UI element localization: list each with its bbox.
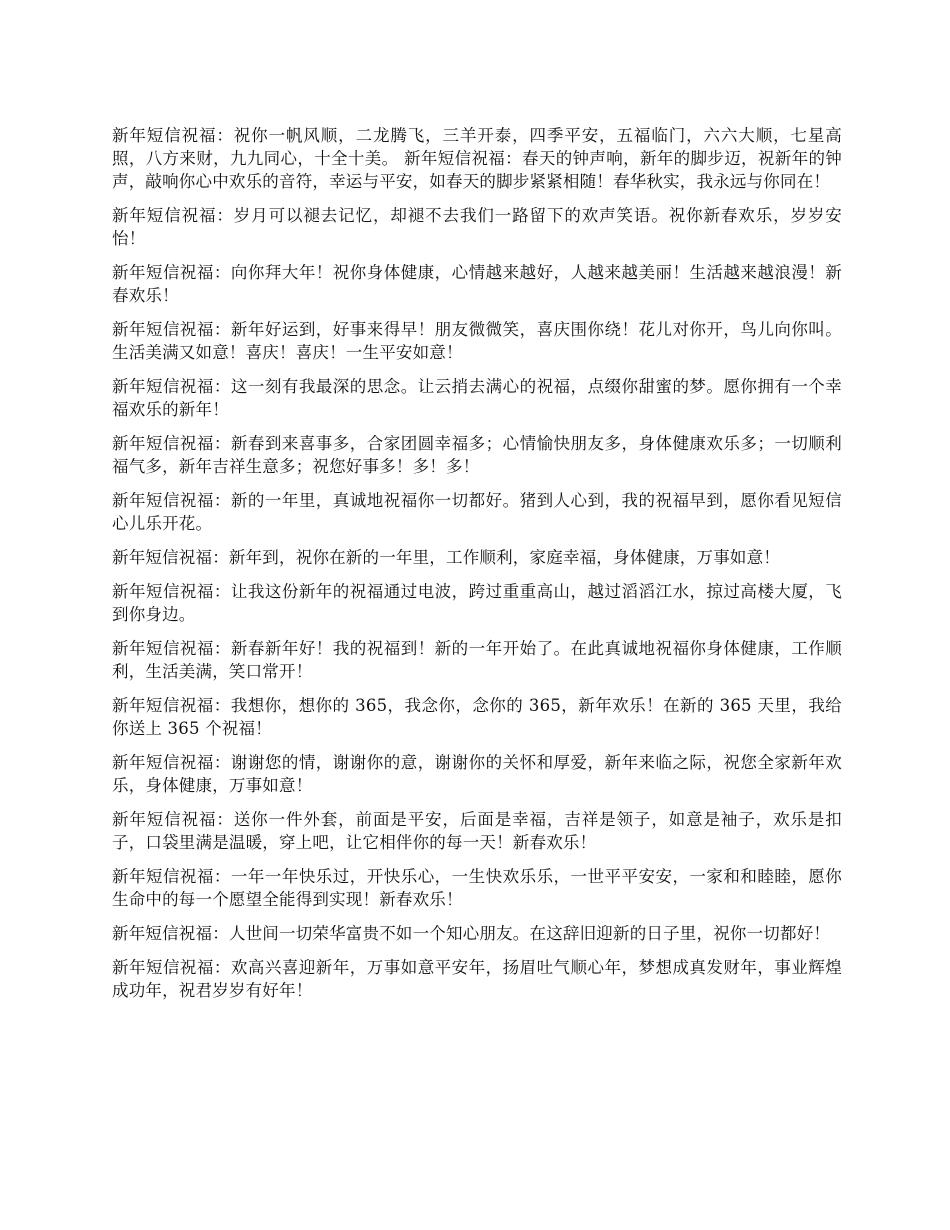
paragraph: 新年短信祝福：新春新年好！我的祝福到！新的一年开始了。在此真诚地祝福你身体健康，工作顺利，生活美满，笑口常开！ (112, 639, 842, 681)
paragraph: 新年短信祝福：让我这份新年的祝福通过电波，跨过重重高山，越过滔滔江水，掠过高楼大厦，飞到你身边。 (112, 582, 842, 624)
paragraph: 新年短信祝福：新年好运到，好事来得早！朋友微微笑，喜庆围你绕！花儿对你开，鸟儿向你叫。生活美满又如意！喜庆！喜庆！一生平安如意！ (112, 320, 842, 362)
paragraph: 新年短信祝福：向你拜大年！祝你身体健康，心情越来越好，人越来越美丽！生活越来越浪漫！新春欢乐！ (112, 263, 842, 305)
document-body (112, 124, 842, 1013)
paragraph: 新年短信祝福：新的一年里，真诚地祝福你一切都好。猪到人心到，我的祝福早到，愿你看见短信心儿乐开花。 (112, 491, 842, 533)
paragraph: 新年短信祝福：新年到，祝你在新的一年里，工作顺利，家庭幸福，身体健康，万事如意！ (112, 548, 780, 567)
paragraph: 新年短信祝福：岁月可以褪去记忆，却褪不去我们一路留下的欢声笑语。祝你新春欢乐，岁岁安怡！ (112, 206, 842, 248)
paragraph: 新年短信祝福：送你一件外套，前面是平安，后面是幸福，吉祥是领子，如意是袖子，欢乐是扣子，口袋里满是温暖，穿上吧，让它相伴你的每一天！新春欢乐！ (112, 810, 842, 852)
paragraph: 新年短信祝福：一年一年快乐过，开快乐心，一生快欢乐乐，一世平平安安，一家和和睦睦，愿你生命中的每一个愿望全能得到实现！新春欢乐！ (112, 867, 842, 909)
paragraph: 新年短信祝福：谢谢您的情，谢谢你的意，谢谢你的关怀和厚爱，新年来临之际，祝您全家新年欢乐，身体健康，万事如意！ (112, 753, 842, 795)
paragraph: 新年短信祝福：祝你一帆风顺，二龙腾飞，三羊开泰，四季平安，五福临门，六六大顺，七星高照，八方来财，九九同心，十全十美。 新年短信祝福：春天的钟声响，新年的脚步迈，祝新年的钟声，敲响你心中欢乐的音符，幸运与平安，如春天的脚步紧紧相随！春华秋实，我永远与你同在！ (112, 126, 842, 191)
paragraph: 新年短信祝福：新春到来喜事多，合家团圆幸福多；心情愉快朋友多，身体健康欢乐多；一切顺利福气多，新年吉祥生意多；祝您好事多！多！多！ (112, 434, 842, 476)
paragraph: 新年短信祝福：人世间一切荣华富贵不如一个知心朋友。在这辞旧迎新的日子里，祝你一切都好！ (112, 924, 831, 943)
paragraph: 新年短信祝福：我想你，想你的 365，我念你，念你的 365，新年欢乐！在新的 365 天里，我给你送上 365 个祝福！ (112, 696, 842, 738)
paragraph: 新年短信祝福：欢高兴喜迎新年，万事如意平安年，扬眉吐气顺心年，梦想成真发财年，事业辉煌成功年，祝君岁岁有好年！ (112, 958, 842, 1000)
paragraph: 新年短信祝福：这一刻有我最深的思念。让云捎去满心的祝福，点缀你甜蜜的梦。愿你拥有一个幸福欢乐的新年！ (112, 377, 842, 419)
